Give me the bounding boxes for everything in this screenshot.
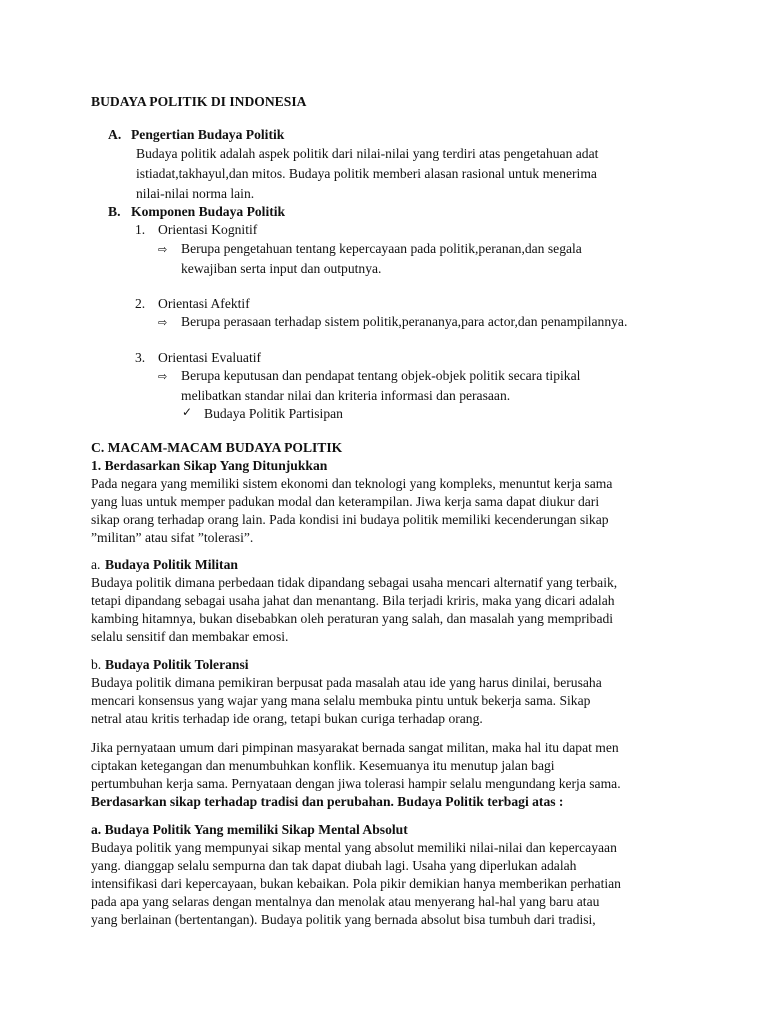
paragraph-line: mencari konsensus yang wajar yang mana selalu membuka pintu untuk bekerja sama. Sikap — [91, 693, 591, 708]
section-b-letter: B. — [108, 204, 121, 219]
section-a-text-line: Budaya politik adalah aspek politik dari nilai-nilai yang terdiri atas pengetahuan adat — [136, 146, 599, 161]
paragraph-line: pertumbuhan kerja sama. Pernyataan dengan jiwa tolerasi hampir selalu mengundang kerja sama. — [91, 776, 621, 791]
checkmark-icon: ✓ — [182, 405, 193, 419]
bold-statement: Berdasarkan sikap terhadap tradisi dan perubahan. Budaya Politik terbagi atas : — [91, 794, 564, 809]
paragraph-line: Budaya politik dimana pemikiran berpusat pada masalah atau ide yang harus dinilai, berusaha — [91, 675, 602, 690]
section-a-text-line: nilai-nilai norma lain. — [136, 186, 255, 201]
paragraph-line: yang luas untuk memper padukan modal dan keterampilan. Jiwa kerja sama dapat diukur dari — [91, 494, 600, 509]
arrow-bullet-icon: ⇨ — [158, 243, 168, 256]
paragraph-line: ”militan” atau sifat ”tolerasi”. — [91, 530, 254, 545]
arrow-bullet-icon: ⇨ — [158, 370, 168, 383]
list-item-label: Orientasi Kognitif — [158, 222, 258, 237]
list-number: 1. — [135, 222, 146, 237]
toleransi-heading: Budaya Politik Toleransi — [105, 657, 249, 672]
item-prefix: a. — [91, 557, 101, 572]
paragraph-line: yang berlainan (bertentangan). Budaya politik yang bernada absolut bisa tumbuh dari tradisi, — [91, 912, 596, 927]
paragraph-line: Jika pernyataan umum dari pimpinan masyarakat bernada sangat militan, maka hal itu dapat men — [91, 740, 619, 755]
subsection-heading: 1. Berdasarkan Sikap Yang Ditunjukkan — [91, 458, 328, 473]
bullet-text-line: melibatkan standar nilai dan kriteria informasi dan perasaan. — [181, 388, 511, 403]
paragraph-line: netral atau kritis terhadap ide orang, tetapi bukan curiga terhadap orang. — [91, 711, 483, 726]
paragraph-line: yang. dianggap selalu sempurna dan tak dapat diubah lagi. Usaha yang diperlukan adalah — [91, 858, 577, 873]
section-b-heading: Komponen Budaya Politik — [131, 204, 286, 219]
list-number: 2. — [135, 296, 146, 311]
list-item-label: Orientasi Afektif — [158, 296, 250, 311]
paragraph-line: tetapi dipandang sebagai usaha jahat dan menantang. Bila terjadi kriris, maka yang dicari adalah — [91, 593, 615, 608]
section-a-text-line: istiadat,takhayul,dan mitos. Budaya politik memberi alasan rasional untuk menerima — [136, 166, 597, 181]
bullet-text-line: kewajiban serta input dan outputnya. — [181, 261, 382, 276]
paragraph-line: intensifikasi dari kepercayaan, bukan kebaikan. Pola pikir demikian hanya memberikan perhatian — [91, 876, 621, 891]
document-title: BUDAYA POLITIK DI INDONESIA — [91, 94, 307, 109]
paragraph-line: kambing hitamnya, bukan disebabkan oleh peraturan yang salah, dan masalah yang mempribadi — [91, 611, 614, 626]
item-prefix: b. — [91, 657, 102, 672]
section-c-heading: C. MACAM-MACAM BUDAYA POLITIK — [91, 440, 343, 455]
paragraph-line: Budaya politik yang mempunyai sikap mental yang absolut memiliki nilai-nilai dan kepercayaan — [91, 840, 617, 855]
section-a-heading: Pengertian Budaya Politik — [131, 127, 285, 142]
list-number: 3. — [135, 350, 146, 365]
bullet-text-line: Berupa keputusan dan pendapat tentang objek-objek politik secara tipikal — [181, 368, 581, 383]
paragraph-line: sikap orang terhadap orang lain. Pada kondisi ini budaya politik memiliki kecenderungan sikap — [91, 512, 609, 527]
paragraph-line: Pada negara yang memiliki sistem ekonomi dan teknologi yang kompleks, menuntut kerja sama — [91, 476, 613, 491]
checkmark-item: Budaya Politik Partisipan — [204, 406, 343, 421]
bullet-text-line: Berupa perasaan terhadap sistem politik,perananya,para actor,dan penampilannya. — [181, 314, 628, 329]
paragraph-line: selalu sensitif dan membakar emosi. — [91, 629, 289, 644]
arrow-bullet-icon: ⇨ — [158, 316, 168, 329]
militan-heading: Budaya Politik Militan — [105, 557, 238, 572]
paragraph-line: pada apa yang selaras dengan mentalnya dan menolak atau menyerang hal-hal yang baru atau — [91, 894, 600, 909]
section-a-letter: A. — [108, 127, 122, 142]
absolut-heading: a. Budaya Politik Yang memiliki Sikap Mental Absolut — [91, 822, 408, 837]
paragraph-line: ciptakan ketegangan dan menumbuhkan konflik. Kesemuanya itu menutup jalan bagi — [91, 758, 555, 773]
paragraph-line: Budaya politik dimana perbedaan tidak dipandang sebagai usaha mencari alternatif yang terbaik, — [91, 575, 618, 590]
list-item-label: Orientasi Evaluatif — [158, 350, 262, 365]
bullet-text-line: Berupa pengetahuan tentang kepercayaan pada politik,peranan,dan segala — [181, 241, 582, 256]
